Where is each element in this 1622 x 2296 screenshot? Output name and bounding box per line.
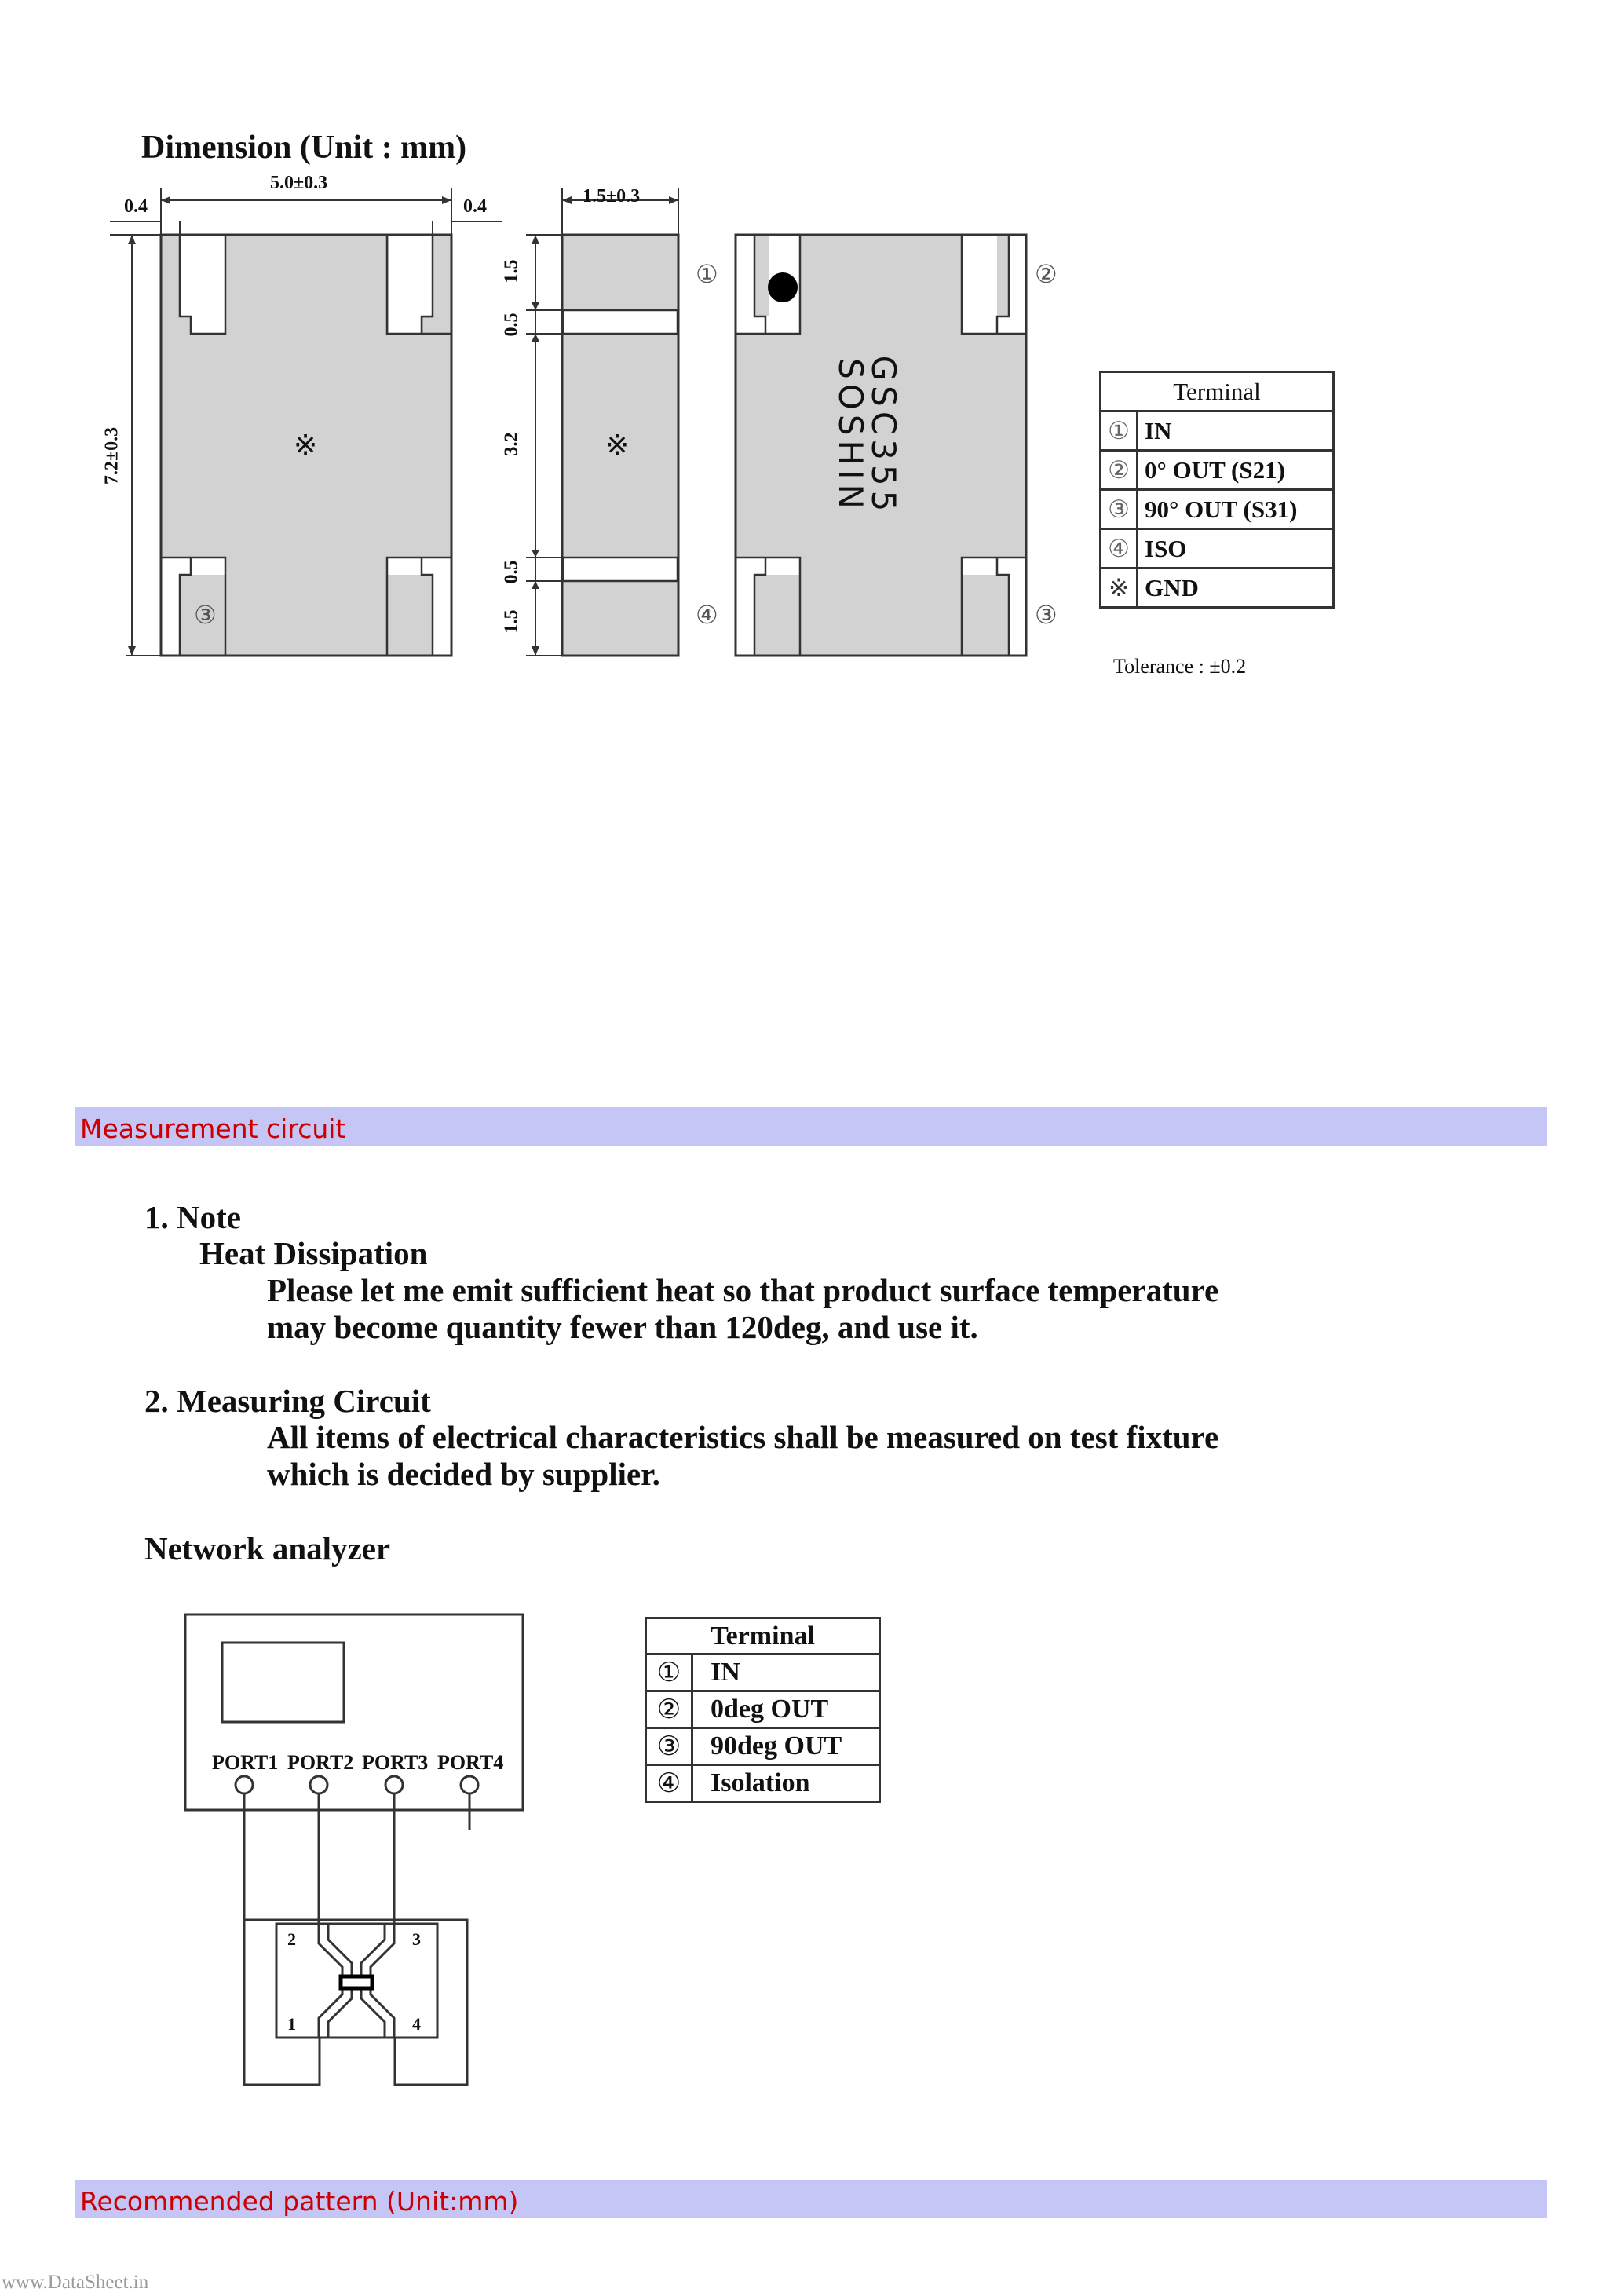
dimension-title: Dimension (Unit : mm) bbox=[141, 130, 467, 166]
dim-margin-left-label: 0.4 bbox=[124, 196, 148, 217]
side-view-band-bottom bbox=[563, 558, 678, 581]
fixture-pin2: 2 bbox=[287, 1929, 296, 1949]
top-pin1-label: ① bbox=[696, 260, 718, 288]
terminal-num: ④ bbox=[646, 1765, 692, 1802]
dut-chip bbox=[341, 1976, 372, 1988]
terminal-name: 90° OUT (S31) bbox=[1138, 490, 1334, 529]
terminal-table-header: Terminal bbox=[1101, 372, 1334, 411]
note1-line1: Please let me emit sufficient heat so that product surface temperature bbox=[267, 1272, 1219, 1308]
note1-title: 1. Note bbox=[144, 1199, 241, 1235]
note1-subtitle: Heat Dissipation bbox=[199, 1235, 428, 1271]
terminal-num: ④ bbox=[1101, 529, 1138, 569]
terminal-num: ② bbox=[646, 1691, 692, 1728]
terminal-num: ※ bbox=[1101, 569, 1138, 608]
terminal-num: ③ bbox=[646, 1728, 692, 1765]
port4-connector bbox=[461, 1776, 478, 1793]
section-title-pattern: Recommended pattern (Unit:mm) bbox=[80, 2186, 519, 2217]
side-dim-3: 3.2 bbox=[501, 432, 522, 456]
side-dim-5: 1.5 bbox=[501, 609, 522, 634]
dim-margin-right-label: 0.4 bbox=[463, 196, 487, 217]
terminal-name: 0deg OUT bbox=[692, 1691, 880, 1728]
tolerance-note: Tolerance : ±0.2 bbox=[1113, 655, 1247, 678]
port2-label: PORT2 bbox=[287, 1751, 354, 1774]
front-pin3-label: ③ bbox=[194, 601, 217, 629]
top-pin2-label: ② bbox=[1035, 260, 1058, 288]
section-bar-measurement bbox=[75, 1107, 1547, 1146]
terminal-name: Isolation bbox=[692, 1765, 880, 1802]
note2-title: 2. Measuring Circuit bbox=[144, 1383, 431, 1419]
side-view-band-top bbox=[563, 310, 678, 334]
terminal-name: ISO bbox=[1138, 529, 1334, 569]
terminal-name: 0° OUT (S21) bbox=[1138, 451, 1334, 490]
top-pin4-label: ④ bbox=[696, 601, 718, 629]
side-dim-1: 1.5 bbox=[501, 259, 522, 283]
dim-width-label: 5.0±0.3 bbox=[270, 173, 328, 193]
marking-line2: SOSHIN bbox=[831, 358, 870, 514]
terminal-num: ① bbox=[646, 1654, 692, 1691]
front-gnd-mark: ※ bbox=[294, 430, 318, 461]
note1-line2: may become quantity fewer than 120deg, and use it. bbox=[267, 1309, 978, 1345]
port1-label: PORT1 bbox=[212, 1751, 279, 1774]
terminal-table-header: Terminal bbox=[646, 1618, 880, 1654]
port1-connector bbox=[236, 1776, 253, 1793]
fixture-pin1: 1 bbox=[287, 2014, 296, 2034]
side-dim-2: 0.5 bbox=[501, 313, 522, 337]
footer-watermark: www.DataSheet.in bbox=[2, 2272, 149, 2293]
section-title-measurement: Measurement circuit bbox=[80, 1113, 346, 1144]
side-gnd-mark: ※ bbox=[605, 430, 630, 461]
dimension-drawing bbox=[0, 0, 1622, 707]
marking-line1: GSC355 bbox=[864, 355, 903, 517]
port3-connector bbox=[385, 1776, 403, 1793]
side-dim-4: 0.5 bbox=[501, 560, 522, 584]
fixture-pin3: 3 bbox=[412, 1929, 421, 1949]
terminal-table-circuit bbox=[645, 1617, 881, 1803]
port2-connector bbox=[310, 1776, 327, 1793]
dim-height-label: 7.2±0.3 bbox=[101, 426, 122, 485]
terminal-num: ① bbox=[1101, 411, 1138, 451]
section-bar-pattern bbox=[75, 2180, 1547, 2218]
fixture-pin4: 4 bbox=[412, 2014, 421, 2034]
top-pin3-label: ③ bbox=[1035, 601, 1058, 629]
terminal-name: IN bbox=[692, 1654, 880, 1691]
note2-line1: All items of electrical characteristics shall be measured on test fixture bbox=[267, 1419, 1219, 1455]
port3-label: PORT3 bbox=[362, 1751, 429, 1774]
terminal-num: ② bbox=[1101, 451, 1138, 490]
analyzer-screen bbox=[222, 1643, 344, 1722]
terminal-num: ③ bbox=[1101, 490, 1138, 529]
dim-thickness-label: 1.5±0.3 bbox=[583, 186, 641, 207]
network-analyzer-title: Network analyzer bbox=[144, 1530, 391, 1567]
terminal-table-dimension bbox=[1099, 371, 1335, 609]
port4-label: PORT4 bbox=[437, 1751, 504, 1774]
terminal-name: 90deg OUT bbox=[692, 1728, 880, 1765]
terminal-name: GND bbox=[1138, 569, 1334, 608]
note2-line2: which is decided by supplier. bbox=[267, 1456, 660, 1492]
terminal-name: IN bbox=[1138, 411, 1334, 451]
pin1-indicator-dot bbox=[768, 272, 798, 302]
